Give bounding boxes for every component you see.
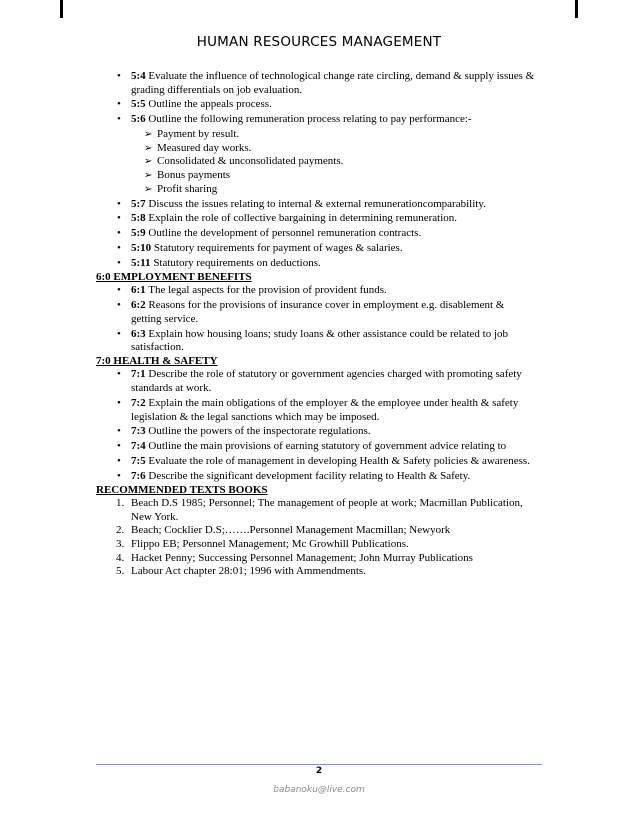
bullet-icon: • [117,197,121,210]
page-border-right [575,0,578,18]
bullet-icon: • [117,470,121,483]
sub-list-item: ➢ Measured day works. [144,141,252,154]
bullet-icon: • [117,70,121,82]
list-item: • 5:7 Discuss the issues relating to internal & external remunerationcomparability. [117,197,486,210]
arrow-bullet-icon: ➢ [144,142,153,154]
arrow-bullet-icon: ➢ [144,129,153,141]
bullet-icon: • [117,257,121,270]
bullet-icon: • [117,212,121,225]
list-item: • 6:1 The legal aspects for the provision of provident funds. [117,284,387,297]
list-item: • 7:5 Evaluate the role of management in developing Health & Safety policies & awareness. [117,455,530,468]
bullet-icon: • [117,440,121,453]
list-item: • 5:9 Outline the development of personnel remuneration contracts. [117,227,422,240]
arrow-bullet-icon: ➢ [144,156,153,168]
sub-list-item: ➢ Payment by result. [144,128,240,141]
section-heading-recommended-texts: RECOMMENDED TEXTS BOOKS [96,483,268,496]
list-item: • 7:1 Describe the role of statutory or government agencies charged with promoting safety standards at work. [117,368,522,395]
bullet-icon: • [117,455,121,468]
arrow-bullet-icon: ➢ [144,170,153,182]
page-number: 2 [315,766,323,776]
sub-list-item: ➢ Profit sharing [144,182,218,195]
list-item: • 7:3 Outline the powers of the inspectorate regulations. [117,425,371,438]
list-item: • 7:6 Describe the significant development facility relating to Health & Safety. [117,470,471,483]
list-item: • 5:10 Statutory requirements for payment of wages & salaries. [117,242,403,255]
list-item: • 6:2 Reasons for the provisions of insurance cover in employment e.g. disablement & getting service. [117,299,505,325]
sub-list-item: ➢ Consolidated & unconsolidated payments. [144,155,344,168]
section-heading-health-safety: 7:0 HEALTH & SAFETY [96,354,218,367]
numbered-item: 1. Beach D.S 1985; Personnel; The management of people at work; Macmillan Publication, New York. [116,497,523,523]
bullet-icon: • [117,396,121,409]
list-item: • 7:4 Outline the main provisions of earning statutory of government advice relating to [117,440,507,453]
arrow-bullet-icon: ➢ [144,183,153,195]
list-item: • 5:5 Outline the appeals process. [117,98,272,111]
list-item: • 5:6 Outline the following remuneration process relating to pay performance:- [117,113,472,126]
footer-email: babanoku@live.com [273,785,365,795]
page-border-left [60,0,63,18]
footer-divider [96,764,542,765]
numbered-item: 5. Labour Act chapter 28:01; 1996 with Ammendments. [116,565,366,578]
sub-list-item: ➢ Bonus payments [144,169,231,182]
list-item: • 7:2 Explain the main obligations of the employer & the employee under health & safety legislation & the legal sanctions which may be imposed. [117,396,519,423]
bullet-icon: • [117,98,121,111]
list-item: • 5:11 Statutory requirements on deductions. [117,257,321,270]
bullet-icon: • [117,284,121,297]
numbered-item: 3. Flippo EB; Personnel Management; Mc Growhill Publications. [116,538,409,551]
bullet-icon: • [117,368,121,381]
bullet-icon: • [117,299,121,312]
bullet-icon: • [117,327,121,340]
page-header-title: HUMAN RESOURCES MANAGEMENT [196,34,442,50]
bullet-icon: • [117,227,121,240]
document-body [96,70,536,579]
numbered-item: 2. Beach; Cocklier D.S;…….Personnel Management Macmillan; Newyork [116,524,451,537]
numbered-item: 4. Hacket Penny; Successing Personnel Management; John Murray Publications [116,551,473,564]
list-item: • 5:4 Evaluate the influence of technological change rate circling, demand & supply issues & grading differentials on job evaluation. [117,70,535,96]
section-heading-employment-benefits: 6:0 EMPLOYMENT BENEFITS [96,270,252,283]
list-item: • 6:3 Explain how housing loans; study loans & other assistance could be related to job satisfaction. [117,327,508,354]
bullet-icon: • [117,425,121,438]
bullet-icon: • [117,242,121,255]
bullet-icon: • [117,113,121,126]
list-item: • 5:8 Explain the role of collective bargaining in determining remuneration. [117,212,458,225]
